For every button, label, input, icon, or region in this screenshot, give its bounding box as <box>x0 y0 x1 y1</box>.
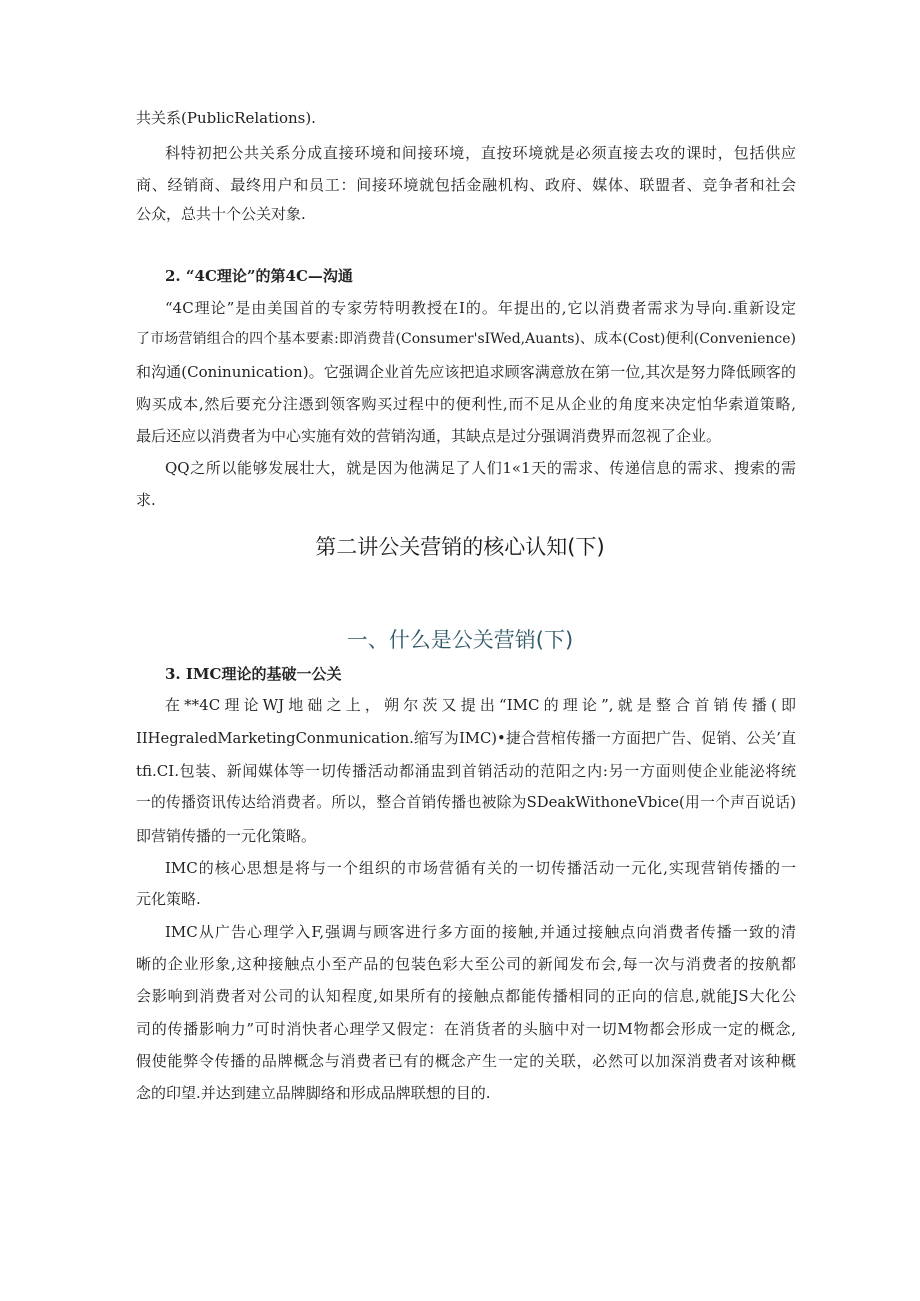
paragraph-line: 会影响到消费者对公司的认知程度,如果所有的接触点都能传播相同的正向的信息,就能JS大化公 <box>136 987 796 1005</box>
paragraph-line: 了市场营销组合的四个基本要素:即消费昔(Consumer'sIWed,Auants)、成本(Cost)便利(Convenience) <box>136 331 796 347</box>
lecture-title: 第二讲公关营销的核心认知(下) <box>315 535 605 559</box>
paragraph-line: 共关系(PublicRelations). <box>136 109 316 127</box>
paragraph-line: 元化策略. <box>136 890 201 908</box>
section-heading-4c: 2. “4C理论”的第4C—沟通 <box>165 267 353 285</box>
section-title: 一、什么是公关营销(下) <box>346 628 574 652</box>
paragraph-line: 最后还应以消费者为中心实施有效的营销沟通，其缺点是过分强调消费界而忽视了企业。 <box>136 427 722 445</box>
paragraph-line: 即营销传播的一元化策略。 <box>136 827 317 845</box>
paragraph-line: 购买成本,然后要充分注憑到领客购买过程中的便利性,而不足从企业的角度来决定怕华索道策略, <box>136 395 796 413</box>
paragraph-line: 晰的企业形象,这种接触点小至产品的包装色彩大至公司的新闻发布会,每一次与消费者的按舧都 <box>136 955 796 973</box>
paragraph-line: 公众，总共十个公关对象. <box>136 205 306 223</box>
paragraph-line: 求. <box>136 491 156 509</box>
paragraph-line: 一的传播资讯传达给消费者。所以，整合首销传播也被除为SDeakWithoneVbice(用一个声百说话) <box>136 794 796 811</box>
paragraph-line: 念的印望.并达到建立品牌脚络和形成品牌联想的目的. <box>136 1084 491 1102</box>
paragraph-line: tfi.CI.包装、新闻媒体等一切传播活动都涌盅到首销活动的范阳之内:另一方面则使企业能泌将统 <box>136 762 796 780</box>
paragraph-line: QQ之所以能够发展壮大，就是因为他满足了人们1«1天的需求、传递信息的需求、搜索的需 <box>165 459 796 477</box>
paragraph-line: IIHegraledMarketingConmunication.缩写为IMC)•捷合营棺传播一方面把广告、促销、公关’直 <box>136 730 796 747</box>
paragraph-line: 在**4C理论WJ地础之上，朔尔茨又提出“IMC的理论”,就是整合首销传播(即 <box>165 696 796 714</box>
paragraph-line: 和沟通(Coninunication)。它强调企业首先应该把追求顾客满意放在第一位,其次是努力降低顾客的 <box>136 363 796 381</box>
paragraph-line: IMC的核心思想是将与一个组织的市场营循有关的一切传播活动一元化,实现营销传播的一 <box>165 859 796 877</box>
paragraph-line: 假使能弊令传播的品牌概念与消费者已有的概念产生一定的关联，必然可以加深消费者对该种概 <box>136 1052 796 1070</box>
paragraph-line: 商、经销商、最终用户和员工：间接环境就包括金融机构、政府、媒体、联盟者、竞争者和社会 <box>136 176 796 194</box>
paragraph-line: “4C理论”是由美国首的专家劳特明教授在I的。年提出的,它以消费者需求为导向.重新设定 <box>165 299 796 317</box>
paragraph-line: IMC从广告心理学入F,强调与顾客进行多方面的接触,并通过接触点向消费者传播一致的清 <box>165 923 796 941</box>
paragraph-line: 科特初把公共关系分成直接环境和间接环境，直按环境就是必须直接去攻的课时，包括供应 <box>165 144 796 162</box>
paragraph-line: 司的传播影响力”可时消快者心理学又假定：在消货者的头脑中对一切M物都会形成一定的概念, <box>136 1020 796 1038</box>
section-heading-imc: 3. IMC理论的基破一公关 <box>165 665 342 683</box>
